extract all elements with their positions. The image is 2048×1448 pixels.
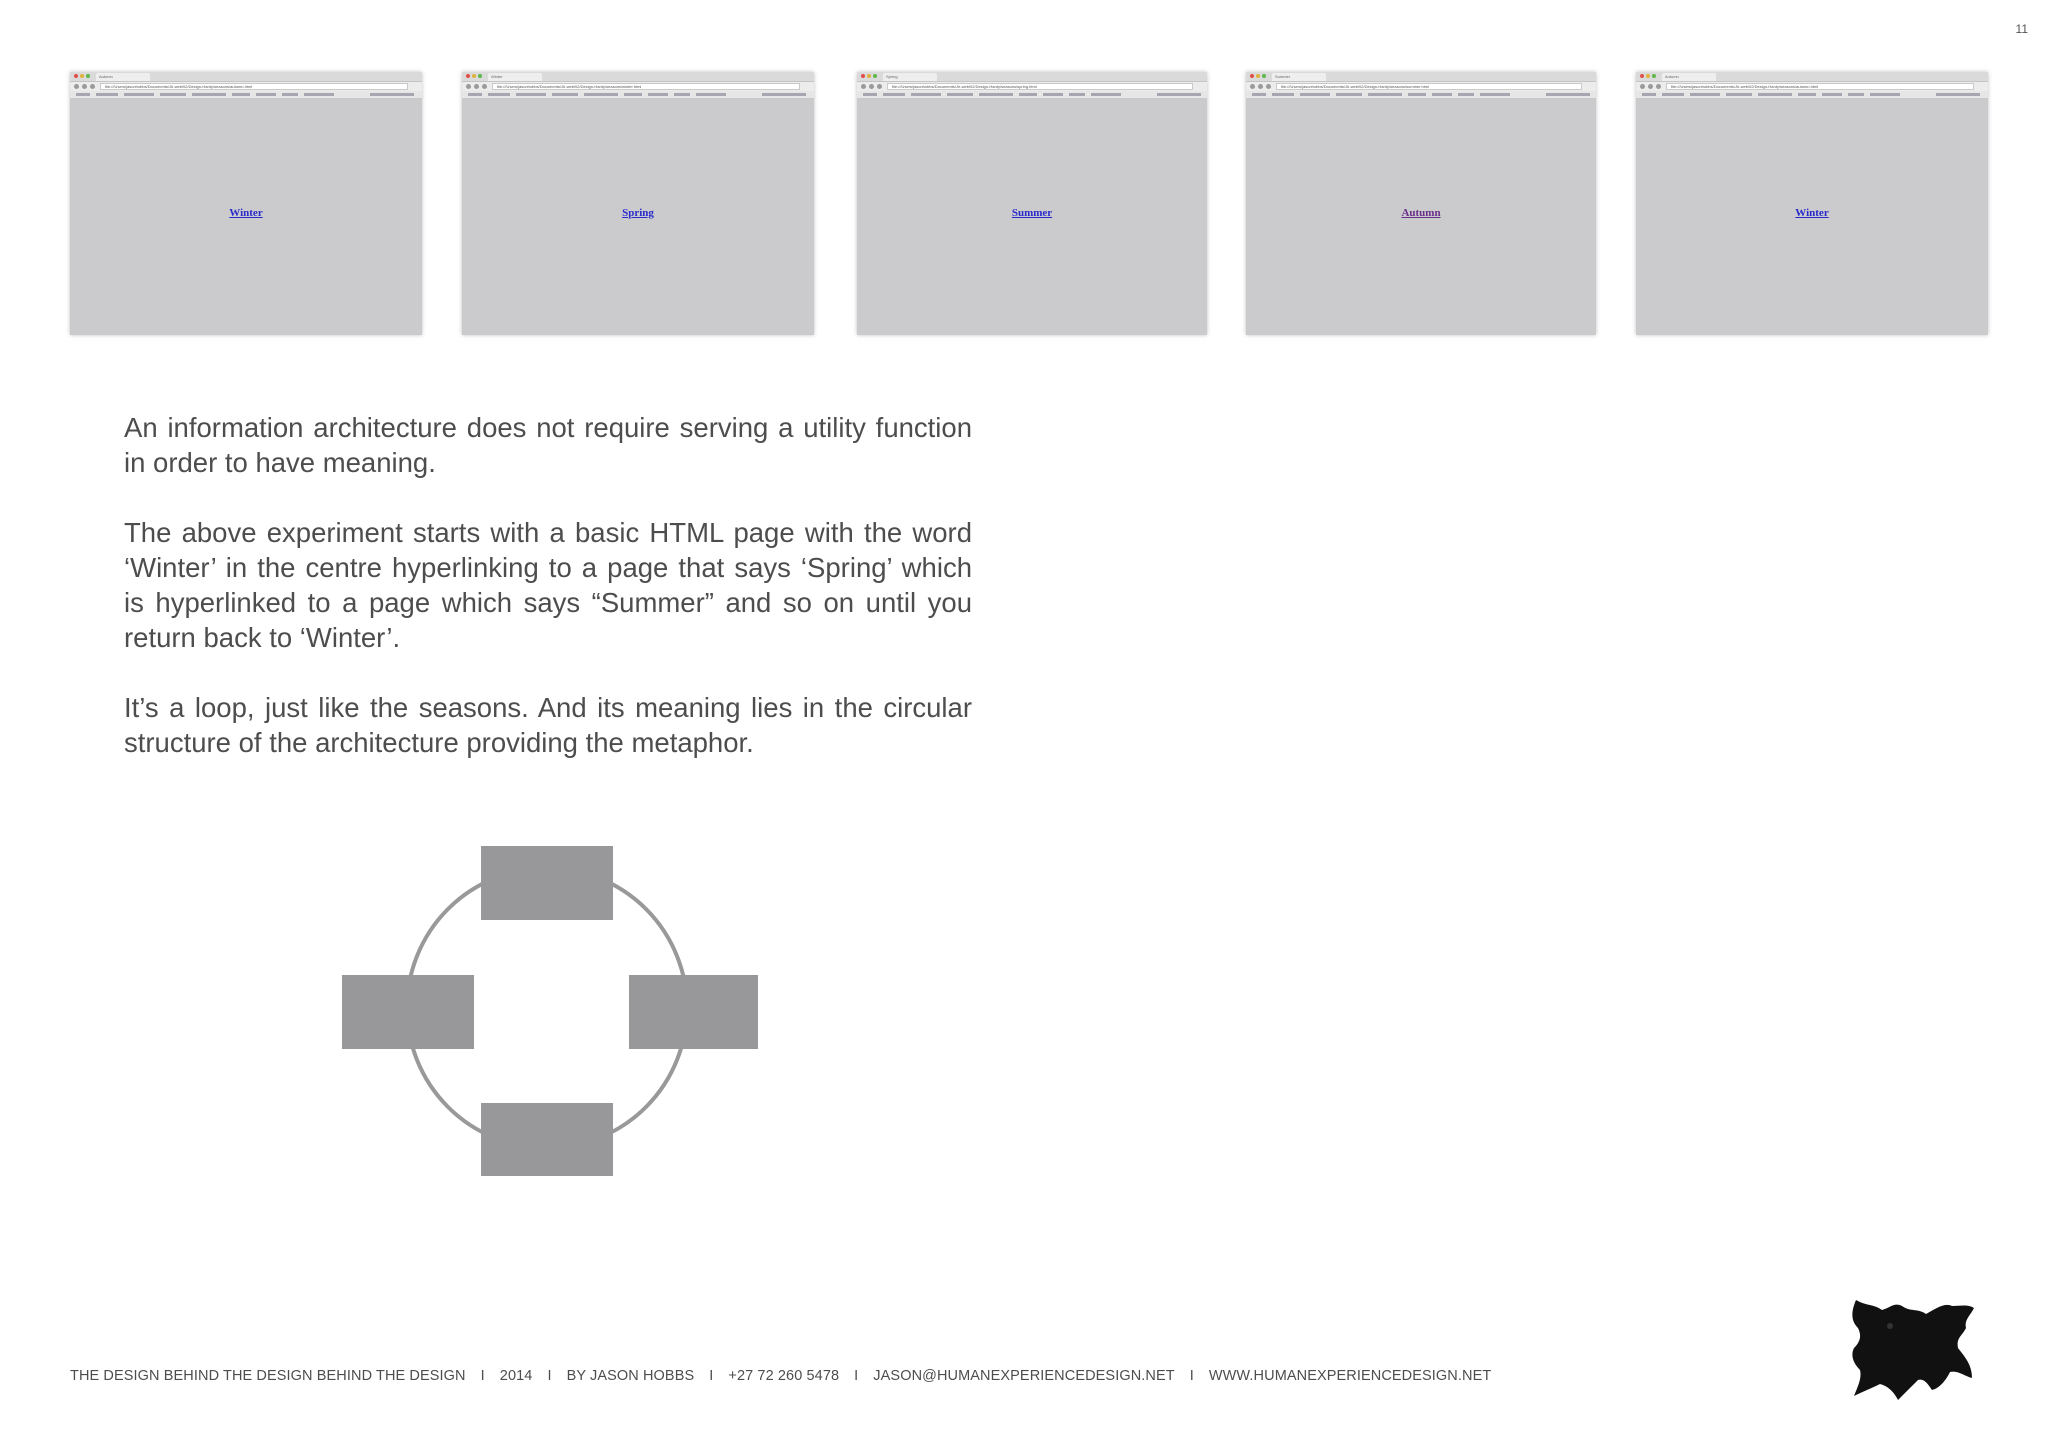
- reload-icon: [482, 84, 487, 89]
- reload-icon: [1266, 84, 1271, 89]
- back-icon: [466, 84, 471, 89]
- bookmarks-bar: [1246, 91, 1596, 99]
- node-left: [342, 975, 474, 1049]
- reload-icon: [1656, 84, 1661, 89]
- tab-bar: [857, 72, 1207, 82]
- window-controls: [1640, 74, 1656, 78]
- back-icon: [861, 84, 866, 89]
- footer-separator: I: [1189, 1368, 1194, 1384]
- reload-icon: [90, 84, 95, 89]
- season-link: Spring: [622, 207, 654, 219]
- footer-separator: I: [547, 1368, 552, 1384]
- tab-bar: [1636, 72, 1988, 82]
- bookmarks-bar: [462, 91, 814, 99]
- window-controls: [861, 74, 877, 78]
- bookmarks-bar: [70, 91, 422, 99]
- body-text: [124, 410, 972, 795]
- url-bar: [1246, 82, 1596, 91]
- browser-tab: Spring: [883, 73, 937, 81]
- season-link: Winter: [1795, 207, 1829, 219]
- bookmarks-bar: [857, 91, 1207, 99]
- url-field: file:///Users/jasonhobbs/Documents/Jh-web/02/Design-Hardy/seasons/spring.html: [887, 83, 1193, 90]
- footer-author: BY JASON HOBBS: [566, 1368, 695, 1384]
- window-controls: [74, 74, 90, 78]
- forward-icon: [1258, 84, 1263, 89]
- tab-bar: [1246, 72, 1596, 82]
- browser-screenshots-row: [70, 72, 1990, 337]
- browser-tab: Autumn: [96, 73, 150, 81]
- url-field: file:///Users/jasonhobbs/Documents/Jh-web/02/Design-Hardy/seasons/winter.html: [492, 83, 800, 90]
- footer-separator: I: [854, 1368, 859, 1384]
- footer: [70, 1368, 1491, 1384]
- footer-year: 2014: [499, 1368, 533, 1384]
- browser-tab: Summer: [1272, 73, 1326, 81]
- footer-website: WWW.HUMANEXPERIENCEDESIGN.NET: [1208, 1368, 1492, 1384]
- url-bar: [1636, 82, 1988, 91]
- browser-screenshot: [1636, 72, 1988, 335]
- bookmarks-bar: [1636, 91, 1988, 99]
- tab-bar: [70, 72, 422, 82]
- page-number: 11: [2015, 22, 2028, 36]
- forward-icon: [474, 84, 479, 89]
- paragraph-2: The above experiment starts with a basic HTML page with the word ‘Winter’ in the centre hyperlinking to a page that says ‘Spring’ which is hyperlinked to a page which says “Summer” and so on until you return back to ‘Winter’.: [124, 517, 972, 653]
- browser-screenshot: [857, 72, 1207, 335]
- back-icon: [74, 84, 79, 89]
- url-bar: [857, 82, 1207, 91]
- paragraph-3: It’s a loop, just like the seasons. And its meaning lies in the circular structure of the architecture providing the metaphor.: [124, 692, 972, 758]
- node-top: [481, 846, 613, 920]
- footer-phone: +27 72 260 5478: [728, 1368, 840, 1384]
- season-link: Summer: [1011, 207, 1053, 219]
- browser-tab: Winter: [488, 73, 542, 81]
- browser-screenshot: [462, 72, 814, 335]
- back-icon: [1640, 84, 1645, 89]
- forward-icon: [869, 84, 874, 89]
- browser-screenshot: [1246, 72, 1596, 335]
- browser-tab: Autumn: [1662, 73, 1716, 81]
- footer-title: THE DESIGN BEHIND THE DESIGN BEHIND THE DESIGN: [70, 1368, 466, 1384]
- tab-bar: [462, 72, 814, 82]
- url-field: file:///Users/jasonhobbs/Documents/Jh-web/02/Design-Hardy/seasons/summer.html: [1276, 83, 1582, 90]
- url-bar: [462, 82, 814, 91]
- loop-diagram: [336, 840, 758, 1176]
- forward-icon: [1648, 84, 1653, 89]
- forward-icon: [82, 84, 87, 89]
- season-link: Autumn: [1401, 207, 1441, 219]
- back-icon: [1250, 84, 1255, 89]
- node-right: [629, 975, 758, 1049]
- footer-separator: I: [709, 1368, 714, 1384]
- node-bottom: [481, 1103, 613, 1176]
- url-field: file:///Users/jasonhobbs/Documents/Jh-web/02/Design-Hardy/seasons/autumn.html: [1666, 83, 1974, 90]
- window-controls: [466, 74, 482, 78]
- footer-email: JASON@HUMANEXPERIENCEDESIGN.NET: [873, 1368, 1175, 1384]
- reload-icon: [877, 84, 882, 89]
- url-field: file:///Users/jasonhobbs/Documents/Jh-web/02/Design-Hardy/seasons/autumn.html: [100, 83, 408, 90]
- season-link: Winter: [229, 207, 263, 219]
- browser-screenshot: [70, 72, 422, 335]
- window-controls: [1250, 74, 1266, 78]
- url-bar: [70, 82, 422, 91]
- paragraph-1: An information architecture does not require serving a utility function in order to have meaning.: [124, 412, 972, 478]
- animal-hide-logo-icon: [1848, 1292, 1978, 1404]
- footer-separator: I: [480, 1368, 485, 1384]
